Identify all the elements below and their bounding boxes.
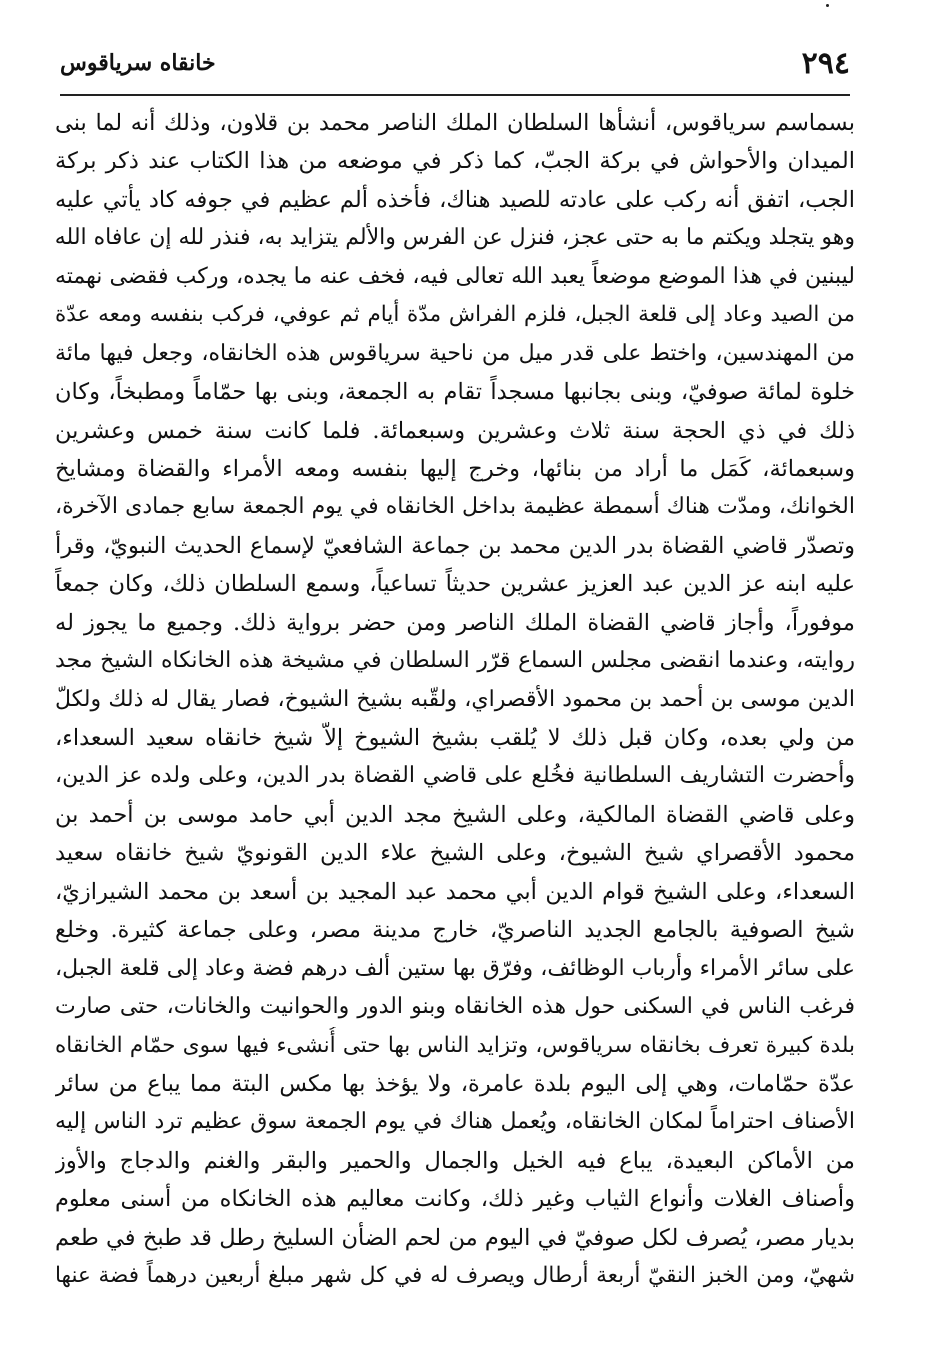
text-line: وأصناف الغلات وأنواع الثياب وغير ذلك، وكانت معاليم هذه الخانكاه من أسنى معلوم [55, 1186, 855, 1213]
text-line: من الأماكن البعيدة، يباع فيه الخيل والجمال والحمير والبقر والغنم والدجاج والأوز [55, 1147, 855, 1174]
text-line: عليه ابنه عز الدين عبد العزيز عشرين حديثاً تساعياً، وسمع السلطان ذلك، وكان جمعاً [55, 571, 855, 598]
text-line: بديار مصر، يُصرف لكل صوفيّ في اليوم من لحم الضأن السليخ رطل قد طبخ في طعم [55, 1224, 855, 1251]
running-title: خانقاه سرياقوس [60, 50, 216, 76]
text-line: شيخ الصوفية بالجامع الجديد الناصريّ، خارج مدينة مصر، وعلى جماعة كثيرة. وخلع [55, 917, 855, 944]
text-line: وعلى قاضي القضاة المالكية، وعلى الشيخ مجد الدين أبي حامد موسى بن أحمد بن [55, 801, 855, 828]
text-line: وهو يتجلد ويكتم ما به حتى عجز، فنزل عن الفرس والألم يتزايد به، فنذر لله إن عافاه الله [55, 225, 855, 251]
text-line: موفوراً، وأجاز قاضي القضاة الملك الناصر ومن حضر برواية ذلك. وجميع ما يجوز له [55, 609, 855, 636]
text-line: الدين موسى بن أحمد بن محمود الأقصراي، ولقّبه بشيخ الشيوخ، فصار يقال له ذلك ولكلّ [55, 686, 855, 712]
text-line: روايته، وعندما انقضى مجلس السماع قرّر السلطان في مشيخة هذه الخانكاه الشيخ مجد [55, 648, 855, 674]
text-line: من المهندسين، واختط على قدر ميل من ناحية سرياقوس هذه الخانقاه، وجعل فيها مائة [55, 340, 855, 366]
text-line: الميدان والأحواش في بركة الجبّ، كما ذكر في موضعه من هذا الكتاب عند ذكر بركة [55, 148, 855, 175]
header-divider [60, 94, 850, 96]
text-line: وتصدّر قاضي القضاة بدر الدين محمد بن جماعة الشافعيّ لإسماع الحديث النبويّ، وقرأ [55, 532, 855, 559]
text-line: فرغب الناس في السكنى حول هذه الخانقاه وبنو الدور والحوانيت والخانات، حتى صارت [55, 994, 855, 1020]
text-line: الأصناف احتراماً لمكان الخانقاه، ويُعمل هناك في يوم الجمعة سوق عظيم ترد الناس إليه [55, 1109, 855, 1135]
text-line: بلدة كبيرة تعرف بخانقاه سرياقوس، وتزايد الناس بها حتى أُنشىء فيها سوى حمّام الخانقاه [55, 1032, 855, 1058]
text-line: ليبنين في هذا الموضع موضعاً يعبد الله تعالى فيه، فخف عنه ما يجده، وركب فقضى نهمته [55, 263, 855, 289]
text-line: عدّة حمّامات، وهي إلى اليوم بلدة عامرة، ولا يؤخذ بها مكس البتة مما يباع من سائر [55, 1070, 855, 1097]
body-text [55, 104, 855, 1296]
text-line: وسبعمائة، كَمَل ما أراد من بنائها، وخرج إليها بنفسه ومعه الأمراء والقضاة ومشايخ [55, 455, 855, 482]
text-line: ذلك في ذي الحجة سنة ثلاث وعشرين وسبعمائة. فلما كانت سنة خمس وعشرين [55, 417, 855, 444]
text-line: السعداء، وعلى الشيخ قوام الدين أبي محمد عبد المجيد بن أسعد بن محمد الشيرازيّ، [55, 878, 855, 905]
text-line: خلوة لمائة صوفيّ، وبنى بجانبها مسجداً تقام به الجمعة، وبنى بها حمّاماً ومطبخاً، وكان [55, 379, 855, 406]
page-number: ٢٩٤ [801, 46, 850, 81]
text-line: من ولي بعده، وكان قبل ذلك لا يُلقب بشيخ الشيوخ إلاّ شيخ خانقاه سعيد السعداء، [55, 725, 855, 751]
text-line: محمود الأقصراي شيخ الشيوخ، وعلى الشيخ علاء الدين القونويّ شيخ خانقاه سعيد [55, 840, 855, 867]
text-line: الخوانك، ومدّت هناك أسمطة عظيمة بداخل الخانقاه في يوم الجمعة سابع جمادى الآخرة، [55, 494, 855, 520]
text-line: بسماسم سرياقوس، أنشأها السلطان الملك الناصر محمد بن قلاون، وذلك أنه لما بنى [55, 110, 855, 136]
scan-speck [826, 4, 829, 7]
text-line: وأحضرت التشاريف السلطانية فخُلع على قاضي القضاة بدر الدين، وعلى ولده عز الدين، [55, 763, 855, 789]
text-line: الجب، اتفق أنه ركب على عادته للصيد هناك، فأخذه ألم عظيم في جوفه كاد يأتي عليه [55, 186, 855, 213]
page-header [60, 46, 850, 94]
text-line: من الصيد وعاد إلى قلعة الجبل، فلزم الفراش مدّة أيام ثم عوفي، فركب بنفسه ومعه عدّة [55, 302, 855, 328]
text-line: على سائر الأمراء وأرباب الوظائف، وفرّق بها ستين ألف درهم فضة وعاد إلى قلعة الجبل، [55, 955, 855, 981]
text-line: شهيّ، ومن الخبز النقيّ أربعة أرطال ويصرف له في كل شهر مبلغ أربعين درهماً فضة عنها [55, 1263, 855, 1289]
